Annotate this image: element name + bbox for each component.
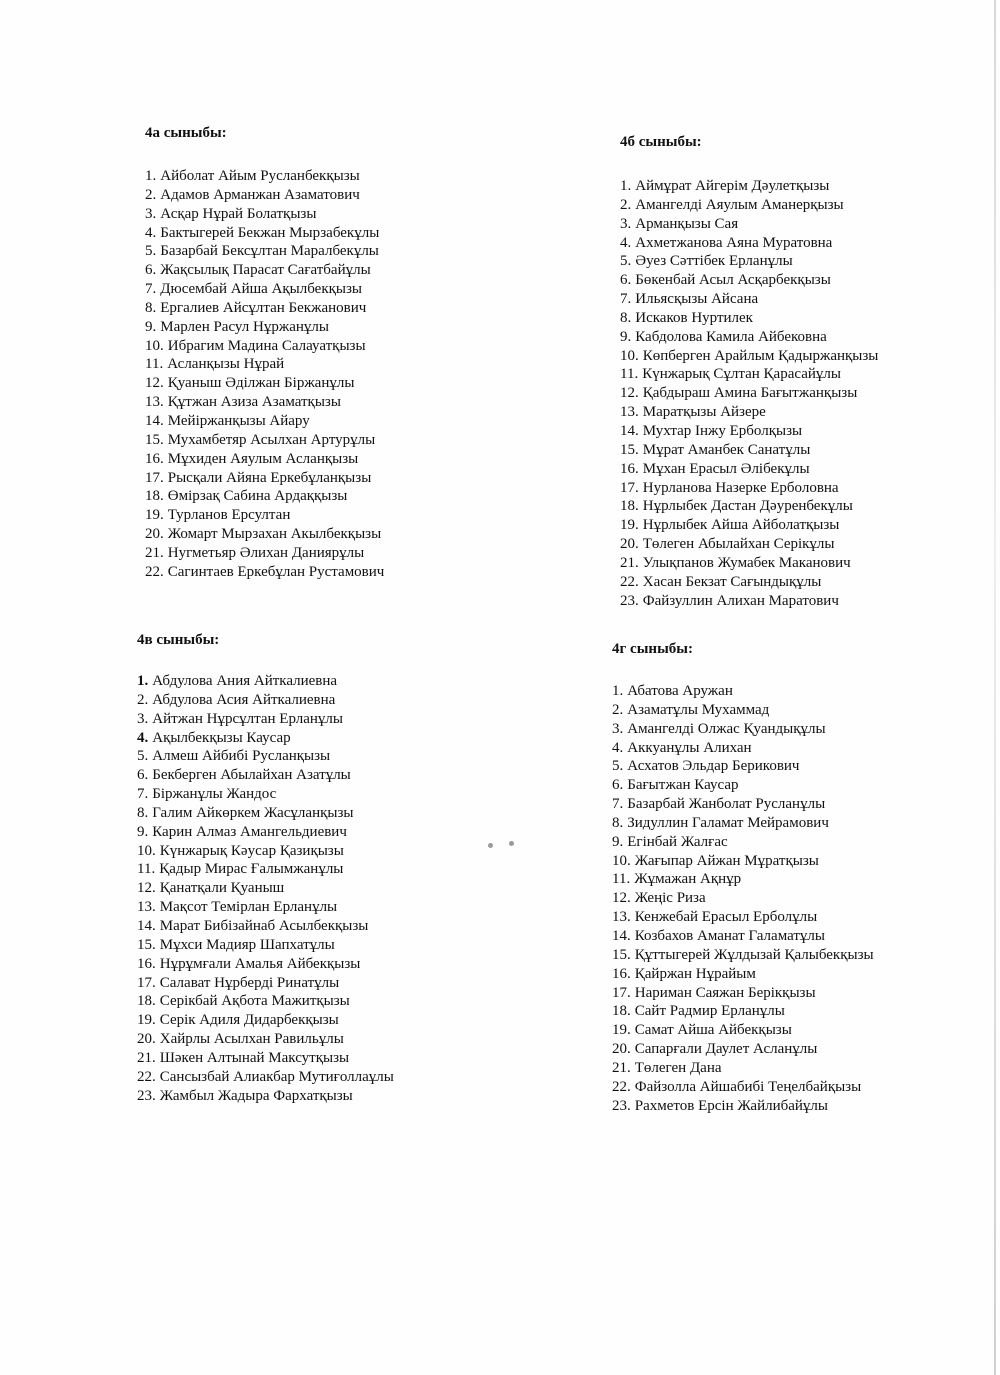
student-item	[612, 965, 1000, 984]
student-name: Қуаныш Әділжан Біржанұлы	[167, 375, 355, 392]
student-number: 18.	[612, 1003, 631, 1020]
student-number: 20.	[137, 1031, 156, 1048]
student-name: Турланов Ерсултан	[167, 507, 291, 524]
student-item	[137, 917, 537, 936]
student-item	[137, 1030, 537, 1049]
student-number: 7.	[620, 291, 632, 308]
student-name: Аймұрат Айгерім Дәулетқызы	[635, 178, 830, 194]
student-name: Бөкенбай Асыл Асқарбекқызы	[635, 272, 831, 289]
student-item	[145, 563, 545, 582]
student-name: Сапарғали Даулет Асланұлы	[634, 1041, 818, 1058]
student-item	[620, 328, 1000, 347]
student-name: Аккуанұлы Алихан	[627, 739, 752, 756]
student-item	[137, 955, 537, 974]
student-name: Өмірзақ Сабина Ардаққызы	[167, 488, 348, 505]
student-number: 14.	[145, 412, 164, 429]
student-number: 12.	[145, 375, 164, 392]
student-number: 1.	[620, 178, 632, 194]
student-item	[612, 701, 1000, 720]
student-item	[137, 860, 537, 879]
class-4b-section	[620, 133, 1000, 610]
student-item	[145, 280, 545, 299]
student-item	[612, 1097, 1000, 1116]
student-number: 20.	[620, 536, 639, 553]
student-number: 22.	[137, 1068, 156, 1085]
student-number: 10.	[145, 337, 164, 354]
student-item	[137, 785, 537, 804]
student-item	[612, 908, 1000, 927]
class-4v-section	[137, 631, 537, 1105]
student-item	[145, 299, 545, 318]
student-item	[145, 450, 545, 469]
student-name: Нугметьяр Әлихан Даниярұлы	[167, 544, 365, 561]
student-name: Кенжебай Ерасыл Ерболұлы	[634, 909, 818, 926]
student-number: 22.	[145, 563, 164, 580]
student-item	[612, 833, 1000, 852]
student-number: 9.	[620, 328, 632, 345]
student-name: Амангелді Аяулым Аманерқызы	[635, 196, 844, 213]
student-name: Файзолла Айшабибі Теңелбайқызы	[634, 1078, 862, 1095]
student-item	[137, 804, 537, 823]
student-item	[145, 355, 545, 374]
student-item	[620, 479, 1000, 498]
student-name: Мұхиден Аяулым Асланқызы	[167, 450, 359, 467]
student-item	[145, 242, 545, 261]
student-number: 2.	[620, 196, 632, 213]
student-item	[612, 889, 1000, 908]
student-item	[612, 720, 1000, 739]
student-number: 2.	[137, 691, 149, 708]
student-name: Козбахов Аманат Галаматұлы	[634, 927, 825, 944]
student-number: 19.	[620, 517, 639, 534]
student-name: Жақсылық Парасат Сағатбайұлы	[160, 262, 371, 279]
student-item	[145, 506, 545, 525]
student-number: 18.	[137, 993, 156, 1010]
student-name: Алмеш Айбибі Русланқызы	[152, 748, 331, 765]
student-number: 13.	[137, 899, 156, 916]
student-name: Ергалиев Айсұлтан Бекжанович	[160, 299, 367, 316]
student-item	[137, 766, 537, 785]
student-number: 23.	[137, 1087, 156, 1104]
student-name: Мухамбетяр Асылхан Артурұлы	[167, 431, 376, 448]
student-item	[612, 757, 1000, 776]
student-number: 19.	[145, 507, 164, 524]
student-item	[620, 516, 1000, 535]
student-item	[612, 1021, 1000, 1040]
student-name: Кабдолова Камила Айбековна	[635, 328, 827, 345]
student-item	[145, 544, 545, 563]
student-number: 3.	[620, 215, 632, 232]
student-number: 21.	[612, 1059, 631, 1076]
student-item	[137, 879, 537, 898]
student-item	[137, 710, 537, 729]
student-name: Жеңіс Риза	[634, 890, 706, 907]
student-item	[612, 984, 1000, 1003]
student-item	[137, 1087, 537, 1106]
scan-speck	[509, 841, 514, 846]
student-number: 11.	[137, 861, 156, 878]
student-item	[612, 1040, 1000, 1059]
student-name: Шәкен Алтынай Максутқызы	[159, 1049, 350, 1066]
student-item	[612, 1078, 1000, 1097]
student-item	[620, 271, 1000, 290]
student-name: Сагинтаев Еркебұлан Рустамович	[167, 563, 385, 580]
student-name: Әуез Сәттібек Ерланұлы	[635, 253, 793, 270]
student-name: Қайржан Нұрайым	[634, 965, 756, 982]
student-name: Адамов Арманжан Азаматович	[160, 186, 360, 203]
student-item	[145, 431, 545, 450]
student-name: Марат Бибізайнаб Асылбекқызы	[159, 917, 369, 934]
student-number: 1.	[137, 673, 149, 689]
student-number: 20.	[612, 1041, 631, 1058]
student-number: 19.	[612, 1022, 631, 1039]
student-name: Жамбыл Жадыра Фархатқызы	[159, 1087, 353, 1104]
student-number: 5.	[612, 758, 624, 775]
student-item	[137, 936, 537, 955]
student-number: 6.	[612, 777, 624, 794]
student-number: 1.	[145, 168, 157, 184]
student-number: 6.	[145, 262, 157, 279]
student-name: Асланқызы Нұрай	[167, 356, 285, 373]
student-item	[620, 573, 1000, 592]
class-4g-title: 4г сыныбы:	[612, 641, 693, 657]
student-name: Ильясқызы Айсана	[635, 291, 759, 308]
student-number: 8.	[145, 299, 157, 316]
student-name: Хасан Бекзат Сағындықұлы	[642, 573, 822, 590]
student-name: Арманқызы Сая	[635, 215, 739, 232]
class-4g-section	[612, 640, 1000, 1115]
student-item	[620, 234, 1000, 253]
student-item	[145, 469, 545, 488]
student-number: 8.	[620, 309, 632, 326]
student-item	[145, 167, 545, 186]
student-item	[137, 672, 537, 691]
student-number: 5.	[620, 253, 632, 270]
student-item	[620, 422, 1000, 441]
student-number: 9.	[137, 823, 149, 840]
student-item	[137, 1068, 537, 1087]
student-name: Маратқызы Айзере	[642, 404, 766, 421]
student-name: Азаматұлы Мухаммад	[627, 701, 770, 718]
student-number: 16.	[145, 450, 164, 467]
student-item	[145, 318, 545, 337]
student-number: 14.	[620, 422, 639, 439]
student-name: Нұрлыбек Айша Айболатқызы	[642, 517, 840, 534]
student-item	[620, 290, 1000, 309]
student-number: 17.	[620, 479, 639, 496]
student-number: 10.	[620, 347, 639, 364]
student-item	[620, 403, 1000, 422]
student-number: 15.	[612, 946, 631, 963]
student-name: Серікбай Ақбота Мажитқызы	[159, 993, 350, 1010]
student-number: 23.	[620, 592, 639, 609]
student-name: Файзуллин Алихан Маратович	[642, 592, 839, 609]
student-name: Рахметов Ерсін Жайлибайұлы	[634, 1097, 828, 1114]
student-name: Мұхси Мадияр Шапхатұлы	[159, 936, 335, 953]
student-number: 17.	[137, 974, 156, 991]
student-number: 2.	[145, 186, 157, 203]
student-number: 15.	[137, 936, 156, 953]
student-number: 15.	[620, 441, 639, 458]
student-name: Нариман Саяжан Берікқызы	[634, 984, 816, 1001]
student-name: Жағыпар Айжан Мұратқызы	[634, 852, 819, 869]
student-name: Карин Алмаз Амангельдиевич	[152, 823, 347, 840]
student-name: Күнжарық Кәусар Қазиқызы	[159, 842, 344, 859]
student-number: 18.	[620, 498, 639, 515]
student-number: 10.	[137, 842, 156, 859]
student-number: 15.	[145, 431, 164, 448]
student-item	[620, 592, 1000, 611]
student-number: 7.	[612, 796, 624, 813]
student-item	[620, 309, 1000, 328]
student-name: Бактыгерей Бекжан Мырзабекұлы	[160, 224, 380, 241]
student-number: 17.	[612, 984, 631, 1001]
student-item	[137, 974, 537, 993]
student-number: 3.	[145, 205, 157, 222]
student-name: Сансызбай Алиакбар Мутиғоллаұлы	[159, 1068, 394, 1085]
student-name: Көпберген Арайлым Қадыржанқызы	[642, 347, 879, 364]
student-number: 21.	[145, 544, 164, 561]
class-4v-title: 4в сыныбы:	[137, 632, 220, 648]
class-4b-student-list	[620, 177, 1000, 610]
student-item	[137, 1049, 537, 1068]
student-name: Нұрұмғали Амалья Айбекқызы	[159, 955, 361, 972]
student-item	[137, 823, 537, 842]
student-name: Қадыр Мирас Ғалымжанұлы	[159, 861, 344, 878]
student-item	[145, 205, 545, 224]
student-number: 3.	[137, 710, 149, 727]
student-item	[145, 186, 545, 205]
student-item	[612, 927, 1000, 946]
student-number: 16.	[137, 955, 156, 972]
student-item	[145, 374, 545, 393]
scan-speck	[488, 843, 493, 848]
student-name: Хайрлы Асылхан Равильұлы	[159, 1031, 344, 1048]
student-number: 6.	[620, 272, 632, 289]
student-item	[145, 393, 545, 412]
student-name: Абдулова Ания Айткалиевна	[152, 673, 338, 689]
student-item	[137, 898, 537, 917]
student-number: 7.	[137, 786, 149, 803]
student-item	[145, 525, 545, 544]
student-name: Базарбай Жанболат Русланұлы	[627, 796, 826, 813]
student-number: 16.	[612, 965, 631, 982]
student-item	[612, 946, 1000, 965]
student-name: Күнжарық Сұлтан Қарасайұлы	[642, 366, 841, 383]
student-name: Салават Нұрберді Ринатұлы	[159, 974, 340, 991]
class-4v-student-list	[137, 672, 537, 1105]
student-name: Төлеген Абылайхан Серікұлы	[642, 536, 835, 553]
student-item	[145, 412, 545, 431]
student-number: 13.	[612, 909, 631, 926]
student-number: 12.	[612, 890, 631, 907]
student-name: Улықпанов Жумабек Маканович	[642, 554, 851, 571]
student-item	[145, 337, 545, 356]
student-item	[620, 177, 1000, 196]
student-item	[620, 441, 1000, 460]
student-name: Дюсембай Айша Ақылбекқызы	[160, 281, 362, 298]
student-item	[145, 224, 545, 243]
student-item	[137, 729, 537, 748]
student-item	[612, 682, 1000, 701]
student-name: Айтжан Нұрсұлтан Ерланұлы	[152, 710, 343, 727]
student-name: Нурланова Назерке Ерболовна	[642, 479, 839, 496]
student-number: 11.	[620, 366, 639, 383]
student-name: Рысқали Айяна Еркебұланқызы	[167, 469, 372, 486]
student-number: 19.	[137, 1012, 156, 1029]
student-item	[145, 487, 545, 506]
student-name: Бағытжан Каусар	[627, 777, 739, 794]
student-name: Ақылбекқызы Каусар	[152, 729, 291, 746]
student-name: Бекберген Абылайхан Азатұлы	[152, 767, 351, 784]
student-name: Мұхан Ерасыл Әлібекұлы	[642, 460, 810, 477]
student-number: 4.	[612, 739, 624, 756]
student-number: 18.	[145, 488, 164, 505]
student-number: 13.	[620, 404, 639, 421]
student-item	[620, 365, 1000, 384]
student-name: Абдулова Асия Айткалиевна	[152, 691, 336, 708]
student-number: 12.	[137, 880, 156, 897]
student-number: 23.	[612, 1097, 631, 1114]
class-4a-student-list	[145, 167, 545, 582]
class-4a-section	[145, 124, 545, 582]
student-name: Ахметжанова Аяна Муратовна	[635, 234, 833, 251]
scan-edge	[994, 0, 996, 1375]
student-item	[612, 776, 1000, 795]
student-name: Мұрат Аманбек Санатұлы	[642, 441, 811, 458]
student-name: Құтжан Азиза Азаматқызы	[167, 394, 341, 411]
student-number: 1.	[612, 683, 624, 699]
student-name: Искаков Нуртилек	[635, 309, 753, 326]
student-name: Айболат Айым Русланбекқызы	[160, 168, 360, 184]
student-name: Абатова Аружан	[627, 683, 733, 699]
student-name: Галим Айкөркем Жасұланқызы	[152, 804, 354, 821]
student-item	[137, 747, 537, 766]
student-name: Егінбай Жалғас	[627, 833, 728, 850]
student-number: 8.	[612, 814, 624, 831]
student-number: 16.	[620, 460, 639, 477]
student-name: Ибрагим Мадина Салауатқызы	[167, 337, 366, 354]
student-name: Біржанұлы Жандос	[152, 786, 277, 803]
student-name: Жұмажан Ақнұр	[634, 871, 742, 888]
student-number: 9.	[612, 833, 624, 850]
student-number: 21.	[137, 1049, 156, 1066]
student-item	[620, 347, 1000, 366]
student-item	[620, 215, 1000, 234]
student-number: 20.	[145, 526, 164, 543]
student-number: 6.	[137, 767, 149, 784]
student-name: Амангелді Олжас Қуандықұлы	[627, 720, 826, 737]
student-item	[620, 535, 1000, 554]
student-name: Асқар Нұрай Болатқызы	[160, 205, 317, 222]
student-item	[612, 739, 1000, 758]
student-number: 3.	[612, 720, 624, 737]
student-name: Асхатов Эльдар Берикович	[627, 758, 800, 775]
student-item	[145, 261, 545, 280]
student-item	[620, 252, 1000, 271]
student-item	[137, 691, 537, 710]
student-item	[137, 1011, 537, 1030]
student-item	[620, 196, 1000, 215]
class-4a-title: 4а сыныбы:	[145, 125, 227, 141]
student-name: Зидуллин Галамат Мейрамович	[627, 814, 829, 831]
student-name: Нұрлыбек Дастан Дәуренбекұлы	[642, 498, 853, 515]
student-name: Қабдыраш Амина Бағытжанқызы	[642, 385, 858, 402]
student-name: Марлен Расул Нұржанұлы	[160, 318, 329, 335]
student-number: 22.	[620, 573, 639, 590]
class-4b-title: 4б сыныбы:	[620, 134, 702, 150]
student-item	[612, 1059, 1000, 1078]
student-item	[612, 852, 1000, 871]
student-name: Мақсот Темірлан Ерланұлы	[159, 899, 338, 916]
student-number: 13.	[145, 394, 164, 411]
student-number: 10.	[612, 852, 631, 869]
student-number: 11.	[145, 356, 164, 373]
student-number: 11.	[612, 871, 631, 888]
student-name: Мухтар Інжу Ерболқызы	[642, 422, 803, 439]
student-name: Қанатқали Қуаныш	[159, 880, 285, 897]
student-item	[620, 460, 1000, 479]
student-item	[612, 1002, 1000, 1021]
student-item	[137, 842, 537, 861]
student-item	[137, 992, 537, 1011]
student-number: 4.	[620, 234, 632, 251]
student-name: Жомарт Мырзахан Акылбекқызы	[167, 526, 382, 543]
student-item	[620, 554, 1000, 573]
student-number: 4.	[137, 729, 149, 746]
student-number: 14.	[612, 927, 631, 944]
class-4g-student-list	[612, 682, 1000, 1115]
student-name: Құттыгерей Жұлдызай Қалыбекқызы	[634, 946, 874, 963]
student-item	[620, 384, 1000, 403]
student-number: 5.	[145, 243, 157, 260]
student-number: 7.	[145, 281, 157, 298]
student-number: 14.	[137, 917, 156, 934]
student-number: 12.	[620, 385, 639, 402]
student-name: Мейіржанқызы Айару	[167, 412, 310, 429]
student-number: 5.	[137, 748, 149, 765]
student-number: 2.	[612, 701, 624, 718]
student-item	[612, 814, 1000, 833]
student-item	[612, 870, 1000, 889]
student-name: Базарбай Бексұлтан Маралбекұлы	[160, 243, 379, 260]
student-number: 21.	[620, 554, 639, 571]
student-number: 4.	[145, 224, 157, 241]
student-name: Сайт Радмир Ерланұлы	[634, 1003, 785, 1020]
student-item	[612, 795, 1000, 814]
student-name: Төлеген Дана	[634, 1059, 722, 1076]
student-name: Серік Адиля Дидарбекқызы	[159, 1012, 339, 1029]
student-item	[620, 497, 1000, 516]
student-number: 8.	[137, 804, 149, 821]
student-name: Самат Айша Айбекқызы	[634, 1022, 792, 1039]
student-number: 9.	[145, 318, 157, 335]
student-number: 17.	[145, 469, 164, 486]
student-number: 22.	[612, 1078, 631, 1095]
